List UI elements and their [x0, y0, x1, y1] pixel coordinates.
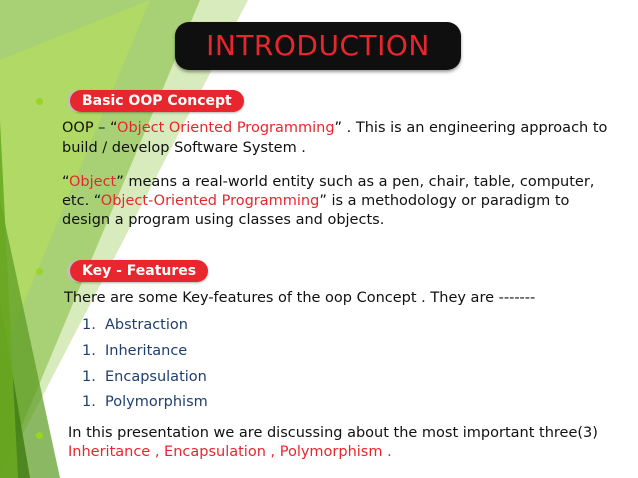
summary-line1: In this presentation we are discussing about the most important three(3) — [68, 425, 598, 441]
key-features-intro: There are some Key-features of the oop Concept . They are ------- — [64, 290, 536, 306]
oop-definition-line1: OOP – “Object Oriented Programming” . This is an engineering approach to — [62, 120, 608, 136]
summary-line2: Inheritance , Encapsulation , Polymorphism . — [68, 444, 392, 460]
bullet-dot — [36, 432, 43, 439]
section-heading-key-features: Key - Features — [70, 260, 208, 282]
bullet-dot — [36, 98, 43, 105]
list-item: 1. Abstraction — [82, 317, 188, 333]
bullet-dot — [36, 268, 43, 275]
list-item: 1. Polymorphism — [82, 394, 208, 410]
object-definition-line3: design a program using classes and objects. — [62, 212, 385, 228]
object-definition-line1: “Object” means a real-world entity such as a pen, chair, table, computer, — [62, 174, 595, 190]
object-definition-line2: etc. “Object-Oriented Programming” is a methodology or paradigm to — [62, 193, 570, 209]
section-heading-basic-oop: Basic OOP Concept — [70, 90, 244, 112]
list-item: 1. Encapsulation — [82, 369, 207, 385]
list-item: 1. Inheritance — [82, 343, 188, 359]
page-title: INTRODUCTION — [175, 22, 461, 70]
oop-definition-line2: build / develop Software System . — [62, 140, 306, 156]
